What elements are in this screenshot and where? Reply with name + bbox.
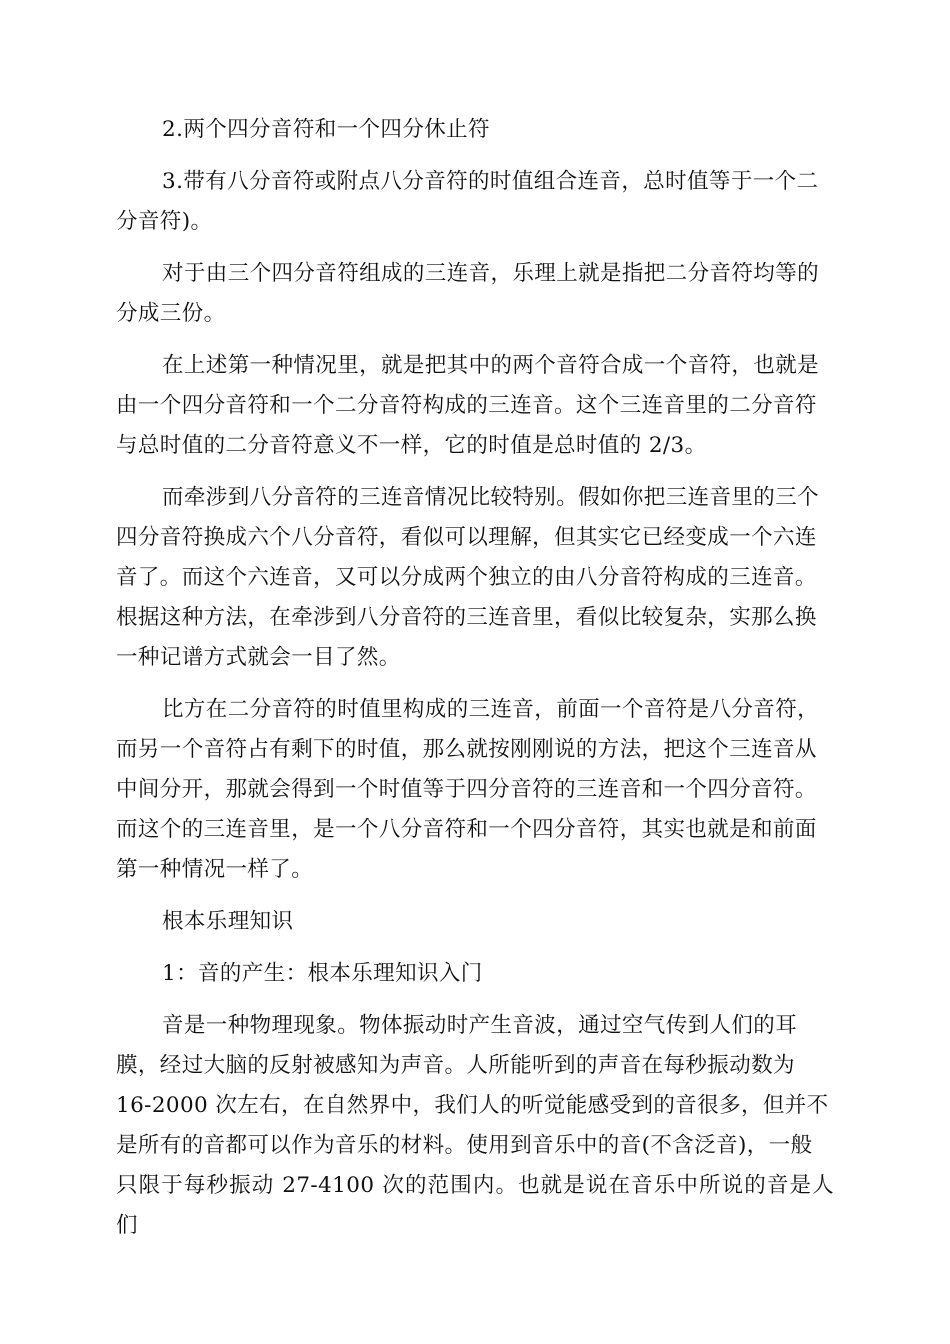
text-line: 只限于每秒振动 27-4100 次的范围内。也就是说在音乐中所说的音是人们	[116, 1173, 834, 1238]
paragraph-quarter-note-triplet	[116, 254, 834, 334]
text-line: 2.两个四分音符和一个四分休止符	[162, 117, 490, 142]
text-line: 而这个的三连音里，是一个八分音符和一个四分音符，其实也就是和前面	[116, 817, 817, 842]
paragraph-eighth-note-triplet	[116, 478, 834, 678]
paragraph-eighth-note-tuplet	[116, 162, 834, 242]
text-line: 分音符)。	[116, 209, 213, 234]
text-line: 16-2000 次左右，在自然界中，我们人的听觉能感受到的音很多，但并不	[116, 1093, 829, 1118]
text-line: 音是一种物理现象。物体振动时产生音波，通过空气传到人们的耳	[162, 1013, 798, 1038]
text-line: 而另一个音符占有剩下的时值，那么就按刚刚说的方法，把这个三连音从	[116, 737, 817, 762]
paragraph-first-case	[116, 346, 834, 466]
text-line: 在上述第一种情况里，就是把其中的两个音符合成一个音符，也就是	[162, 353, 820, 378]
text-line: 四分音符换成六个八分音符，看似可以理解，但其实它已经变成一个六连	[116, 525, 817, 550]
text-line: 中间分开，那就会得到一个时值等于四分音符的三连音和一个四分音符。	[116, 777, 817, 802]
text-line: 而牵涉到八分音符的三连音情况比较特别。假如你把三连音里的三个	[162, 485, 820, 510]
text-line: 是所有的音都可以作为音乐的材料。使用到音乐中的音(不含泛音)，一般	[116, 1133, 813, 1158]
text-line: 膜，经过大脑的反射被感知为声音。人所能听到的声音在每秒振动数为	[116, 1053, 795, 1078]
paragraph-physics-of-sound	[116, 1006, 834, 1246]
text-line: 音了。而这个六连音，又可以分成两个独立的由八分音符构成的三连音。	[116, 565, 817, 590]
text-line: 根据这种方法，在牵涉到八分音符的三连音里，看似比较复杂，实那么换	[116, 605, 817, 630]
text-line: 与总时值的二分音符意义不一样，它的时值是总时值的 2/3。	[116, 433, 707, 458]
text-line: 由一个四分音符和一个二分音符构成的三连音。这个三连音里的二分音符	[116, 393, 817, 418]
text-line: 1：音的产生：根本乐理知识入门	[162, 961, 483, 986]
text-line: 一种记谱方式就会一目了然。	[116, 645, 401, 670]
text-line: 分成三份。	[116, 301, 226, 326]
paragraph-half-note-triplet-example	[116, 690, 834, 890]
section-heading-basic-music-theory	[116, 902, 834, 942]
text-line: 比方在二分音符的时值里构成的三连音，前面一个音符是八分音符，	[162, 697, 820, 722]
text-line: 第一种情况一样了。	[116, 857, 314, 882]
text-line: 对于由三个四分音符组成的三连音，乐理上就是指把二分音符均等的	[162, 261, 820, 286]
document-body	[116, 110, 834, 1246]
paragraph-two-quarter-notes-and-rest	[116, 110, 834, 150]
text-line: 根本乐理知识	[162, 909, 294, 934]
subsection-heading-sound-production	[116, 954, 834, 994]
text-line: 3.带有八分音符或附点八分音符的时值组合连音，总时值等于一个二	[162, 169, 819, 194]
